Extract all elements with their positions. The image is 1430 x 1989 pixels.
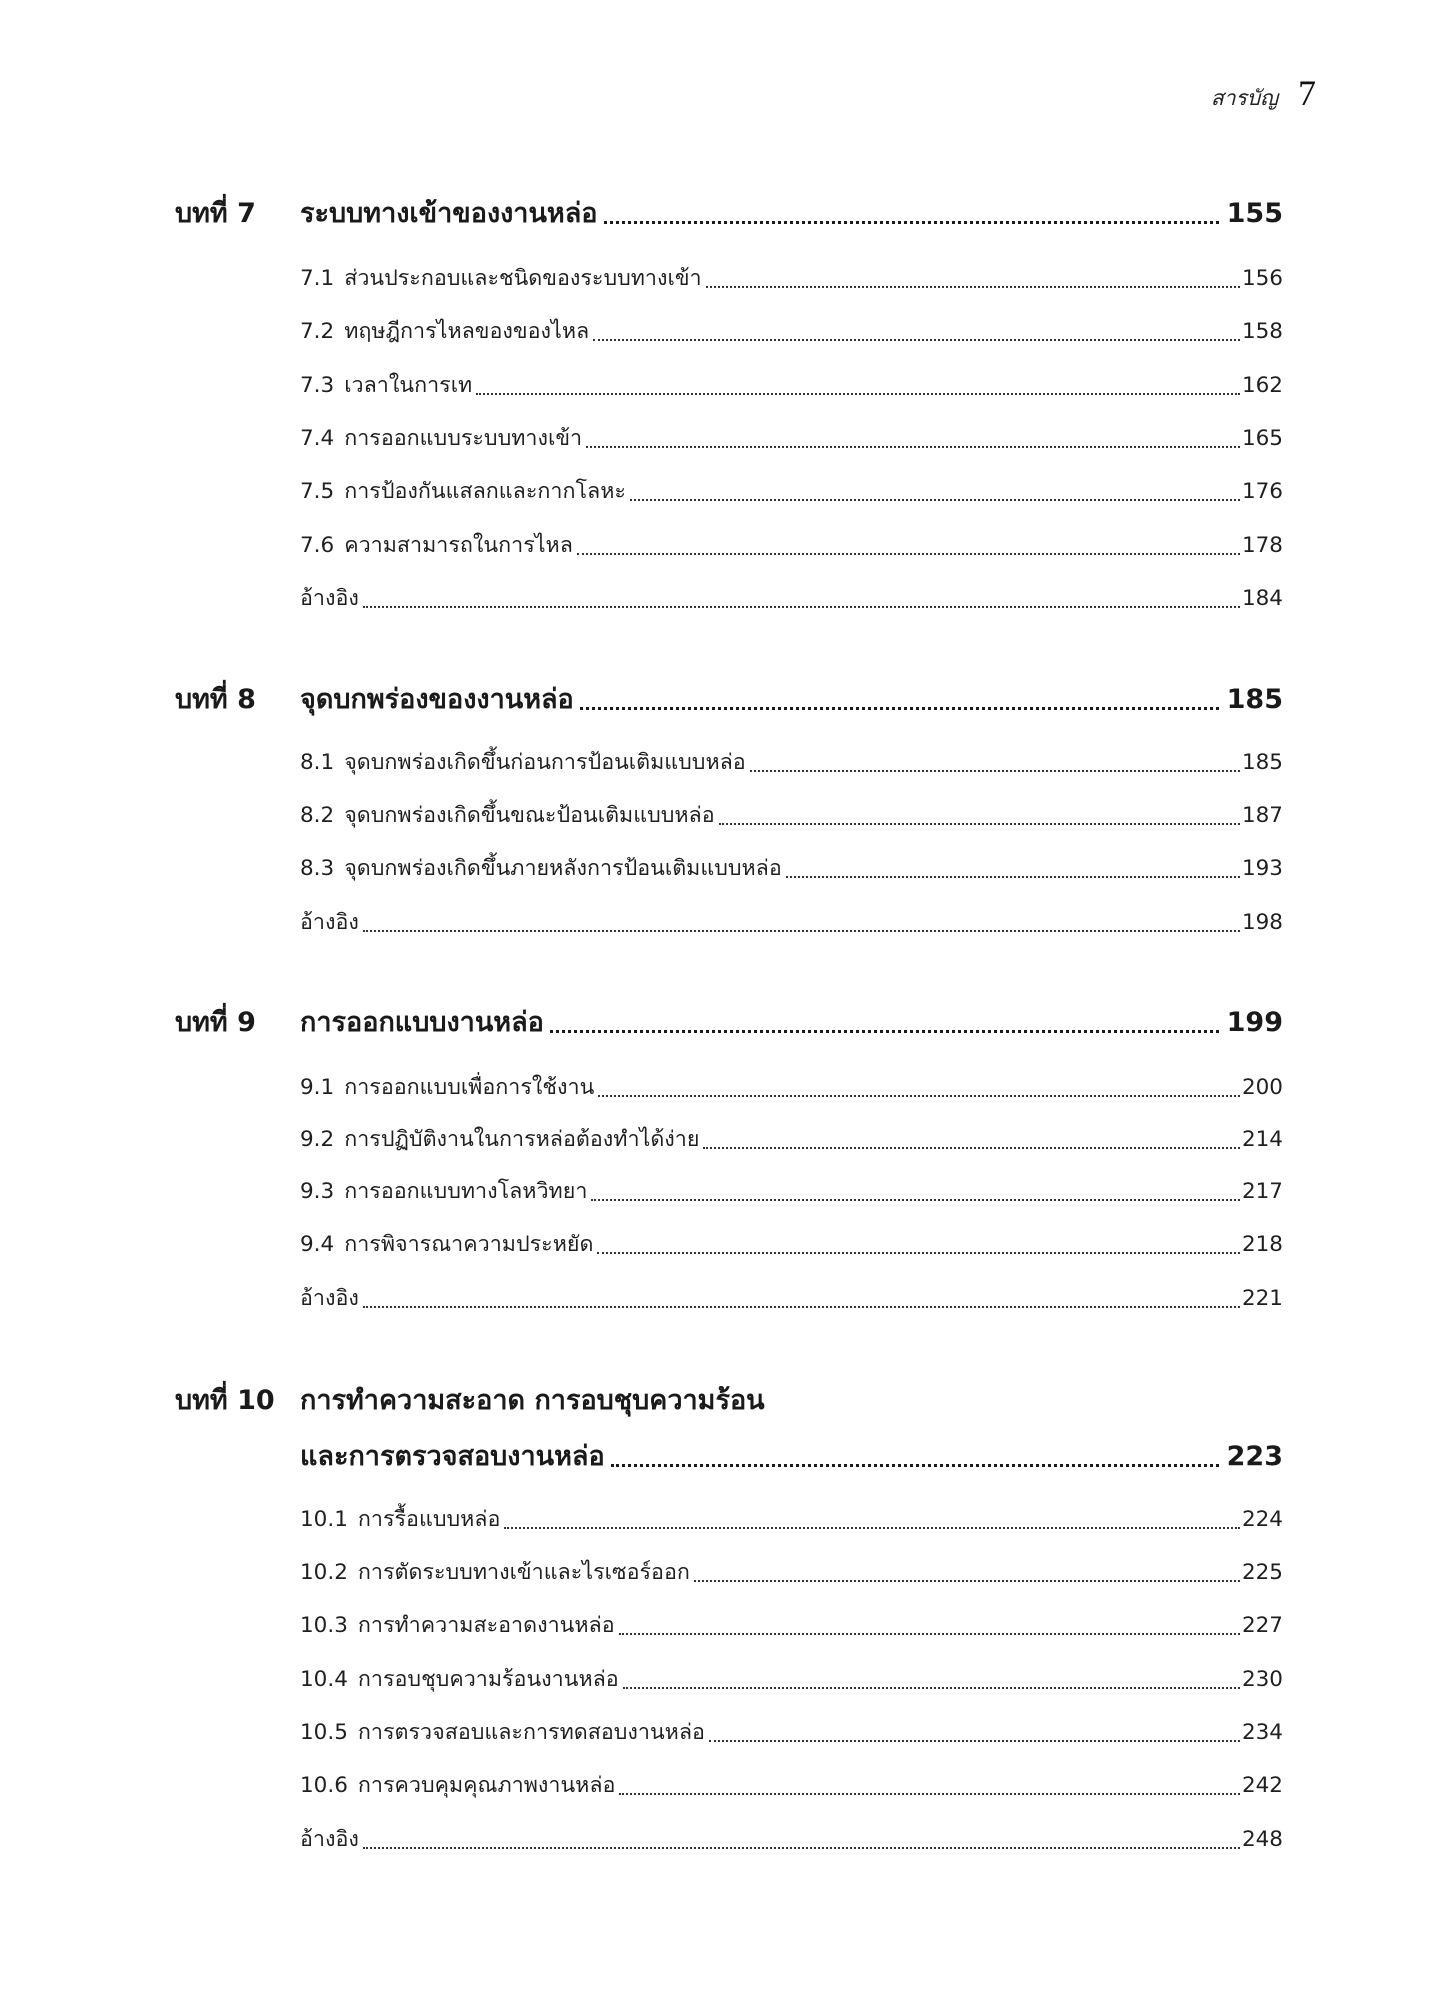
section-number: 9.3 bbox=[300, 1179, 335, 1204]
dot-leader bbox=[504, 1527, 1240, 1529]
section-number: 10.2 bbox=[300, 1560, 348, 1585]
section-title: การรื้อแบบหล่อ bbox=[357, 1507, 501, 1532]
dot-leader bbox=[363, 1306, 1240, 1308]
section-page: 176 bbox=[1241, 479, 1283, 504]
section-title: การควบคุมคุณภาพงานหล่อ bbox=[357, 1773, 616, 1798]
chapter-7-heading[interactable] bbox=[175, 190, 1283, 238]
section-page: 248 bbox=[1241, 1827, 1283, 1852]
dot-leader bbox=[593, 339, 1240, 341]
chapter-label: บทที่ 8 bbox=[175, 684, 256, 715]
toc-entry[interactable] bbox=[300, 1553, 1283, 1593]
dot-leader bbox=[630, 499, 1240, 501]
chapter-title-line-1: การทำความสะอาด การอบชุบความร้อน bbox=[300, 1385, 765, 1416]
toc-entry[interactable] bbox=[300, 1713, 1283, 1753]
toc-entry[interactable] bbox=[300, 259, 1283, 299]
section-page: 198 bbox=[1241, 910, 1283, 935]
section-page: 165 bbox=[1241, 426, 1283, 451]
toc-entry[interactable] bbox=[300, 1225, 1283, 1265]
section-title: การทำความสะอาดงานหล่อ bbox=[357, 1613, 615, 1638]
dot-leader bbox=[604, 221, 1219, 224]
dot-leader bbox=[550, 1030, 1219, 1033]
section-number: 8.2 bbox=[300, 803, 335, 828]
section-number: 9.2 bbox=[300, 1127, 335, 1152]
section-page: 187 bbox=[1241, 803, 1283, 828]
toc-entry-reference[interactable] bbox=[300, 1820, 1283, 1860]
section-title: การปฏิบัติงานในการหล่อต้องทำได้ง่าย bbox=[344, 1127, 700, 1152]
section-page: 242 bbox=[1241, 1773, 1283, 1798]
dot-leader bbox=[586, 446, 1240, 448]
toc-entry[interactable] bbox=[300, 472, 1283, 512]
section-number: 7.5 bbox=[300, 479, 335, 504]
dot-leader bbox=[709, 1740, 1240, 1742]
toc-entry-reference[interactable] bbox=[300, 903, 1283, 943]
section-page: 218 bbox=[1241, 1232, 1283, 1257]
page-number: 7 bbox=[1298, 73, 1316, 113]
dot-leader bbox=[703, 1147, 1239, 1149]
toc-entry[interactable] bbox=[300, 796, 1283, 836]
chapter-label: บทที่ 9 bbox=[175, 1007, 256, 1038]
chapter-title-line-2: และการตรวจสอบงานหล่อ bbox=[300, 1441, 605, 1472]
section-title: การพิจารณาความประหยัด bbox=[344, 1232, 594, 1257]
section-page: 227 bbox=[1241, 1613, 1283, 1638]
chapter-label: บทที่ 10 bbox=[175, 1385, 275, 1416]
section-page: 156 bbox=[1241, 266, 1283, 291]
section-title: จุดบกพร่องเกิดขึ้นขณะป้อนเติมแบบหล่อ bbox=[344, 803, 715, 828]
section-page: 158 bbox=[1241, 319, 1283, 344]
toc-entry[interactable] bbox=[300, 743, 1283, 783]
section-number: 7.2 bbox=[300, 319, 335, 344]
section-title: เวลาในการเท bbox=[344, 373, 473, 398]
section-title: จุดบกพร่องเกิดขึ้นก่อนการป้อนเติมแบบหล่อ bbox=[344, 750, 746, 775]
chapter-page: 185 bbox=[1226, 684, 1283, 715]
section-title: การออกแบบระบบทางเข้า bbox=[344, 426, 583, 451]
dot-leader bbox=[363, 1847, 1240, 1849]
dot-leader bbox=[577, 553, 1240, 555]
section-page: 230 bbox=[1241, 1667, 1283, 1692]
section-page: 178 bbox=[1241, 533, 1283, 558]
chapter-page: 155 bbox=[1226, 198, 1283, 229]
chapter-title: การออกแบบงานหล่อ bbox=[300, 1007, 544, 1038]
dot-leader bbox=[623, 1687, 1240, 1689]
dot-leader bbox=[597, 1252, 1240, 1254]
section-title: อ้างอิง bbox=[300, 1827, 359, 1852]
section-number: 10.3 bbox=[300, 1613, 348, 1638]
section-title: อ้างอิง bbox=[300, 910, 359, 935]
toc-entry[interactable] bbox=[300, 526, 1283, 566]
toc-entry-reference[interactable] bbox=[300, 579, 1283, 619]
dot-leader bbox=[706, 286, 1240, 288]
dot-leader bbox=[750, 770, 1240, 772]
chapter-label: บทที่ 7 bbox=[175, 198, 256, 229]
section-title: การตรวจสอบและการทดสอบงานหล่อ bbox=[357, 1720, 705, 1745]
section-number: 7.1 bbox=[300, 266, 335, 291]
toc-entry[interactable] bbox=[300, 312, 1283, 352]
section-number: 10.1 bbox=[300, 1507, 348, 1532]
section-number: 8.3 bbox=[300, 856, 335, 881]
dot-leader bbox=[619, 1633, 1240, 1635]
section-number: 7.3 bbox=[300, 373, 335, 398]
section-number: 9.1 bbox=[300, 1075, 335, 1100]
chapter-title: จุดบกพร่องของงานหล่อ bbox=[300, 684, 574, 715]
section-page: 234 bbox=[1241, 1720, 1283, 1745]
section-page: 224 bbox=[1241, 1507, 1283, 1532]
toc-entry[interactable] bbox=[300, 1068, 1283, 1108]
dot-leader bbox=[786, 876, 1240, 878]
chapter-10-heading-line-2[interactable] bbox=[175, 1433, 1283, 1481]
dot-leader bbox=[719, 823, 1240, 825]
section-page: 193 bbox=[1241, 856, 1283, 881]
section-title: อ้างอิง bbox=[300, 1286, 359, 1311]
section-page: 221 bbox=[1241, 1286, 1283, 1311]
section-page: 214 bbox=[1241, 1127, 1283, 1152]
section-title: การตัดระบบทางเข้าและไรเซอร์ออก bbox=[357, 1560, 690, 1585]
section-title: ความสามารถในการไหล bbox=[344, 533, 573, 558]
section-page: 200 bbox=[1241, 1075, 1283, 1100]
chapter-8-heading[interactable] bbox=[175, 676, 1283, 724]
section-page: 184 bbox=[1241, 586, 1283, 611]
running-header-title: สารบัญ bbox=[1210, 86, 1278, 110]
section-number: 7.4 bbox=[300, 426, 335, 451]
chapter-title: ระบบทางเข้าของงานหล่อ bbox=[300, 198, 598, 229]
section-number: 10.5 bbox=[300, 1720, 348, 1745]
toc-entry[interactable] bbox=[300, 1606, 1283, 1646]
dot-leader bbox=[580, 707, 1219, 710]
dot-leader bbox=[591, 1199, 1240, 1201]
dot-leader bbox=[619, 1793, 1240, 1795]
section-title: การอบชุบความร้อนงานหล่อ bbox=[357, 1667, 619, 1692]
section-title: ส่วนประกอบและชนิดของระบบทางเข้า bbox=[344, 266, 702, 291]
section-page: 225 bbox=[1241, 1560, 1283, 1585]
toc-entry[interactable] bbox=[300, 366, 1283, 406]
dot-leader bbox=[363, 930, 1240, 932]
section-number: 8.1 bbox=[300, 750, 335, 775]
section-title: การป้องกันแสลกและกากโลหะ bbox=[344, 479, 626, 504]
toc-entry[interactable] bbox=[300, 849, 1283, 889]
toc-entry-reference[interactable] bbox=[300, 1279, 1283, 1319]
section-page: 162 bbox=[1241, 373, 1283, 398]
section-title: อ้างอิง bbox=[300, 586, 359, 611]
toc-entry[interactable] bbox=[300, 1766, 1283, 1806]
section-number: 10.6 bbox=[300, 1773, 348, 1798]
dot-leader bbox=[598, 1095, 1240, 1097]
toc-entry[interactable] bbox=[300, 1120, 1283, 1160]
chapter-page: 199 bbox=[1226, 1007, 1283, 1038]
section-page: 185 bbox=[1241, 750, 1283, 775]
chapter-10-heading[interactable] bbox=[175, 1377, 1283, 1425]
section-title: จุดบกพร่องเกิดขึ้นภายหลังการป้อนเติมแบบหล่อ bbox=[344, 856, 782, 881]
section-title: การออกแบบเพื่อการใช้งาน bbox=[344, 1075, 595, 1100]
dot-leader bbox=[363, 606, 1240, 608]
section-number: 7.6 bbox=[300, 533, 335, 558]
section-title: การออกแบบทางโลหวิทยา bbox=[344, 1179, 588, 1204]
dot-leader bbox=[476, 393, 1240, 395]
toc-entry[interactable] bbox=[300, 1172, 1283, 1212]
section-number: 9.4 bbox=[300, 1232, 335, 1257]
chapter-page: 223 bbox=[1226, 1441, 1283, 1472]
toc-entry[interactable] bbox=[300, 1500, 1283, 1540]
dot-leader bbox=[611, 1464, 1219, 1467]
section-number: 10.4 bbox=[300, 1667, 348, 1692]
section-title: ทฤษฎีการไหลของของไหล bbox=[344, 319, 590, 344]
section-page: 217 bbox=[1241, 1179, 1283, 1204]
chapter-9-heading[interactable] bbox=[175, 999, 1283, 1047]
dot-leader bbox=[694, 1580, 1240, 1582]
toc-entry[interactable] bbox=[300, 1660, 1283, 1700]
toc-entry[interactable] bbox=[300, 419, 1283, 459]
